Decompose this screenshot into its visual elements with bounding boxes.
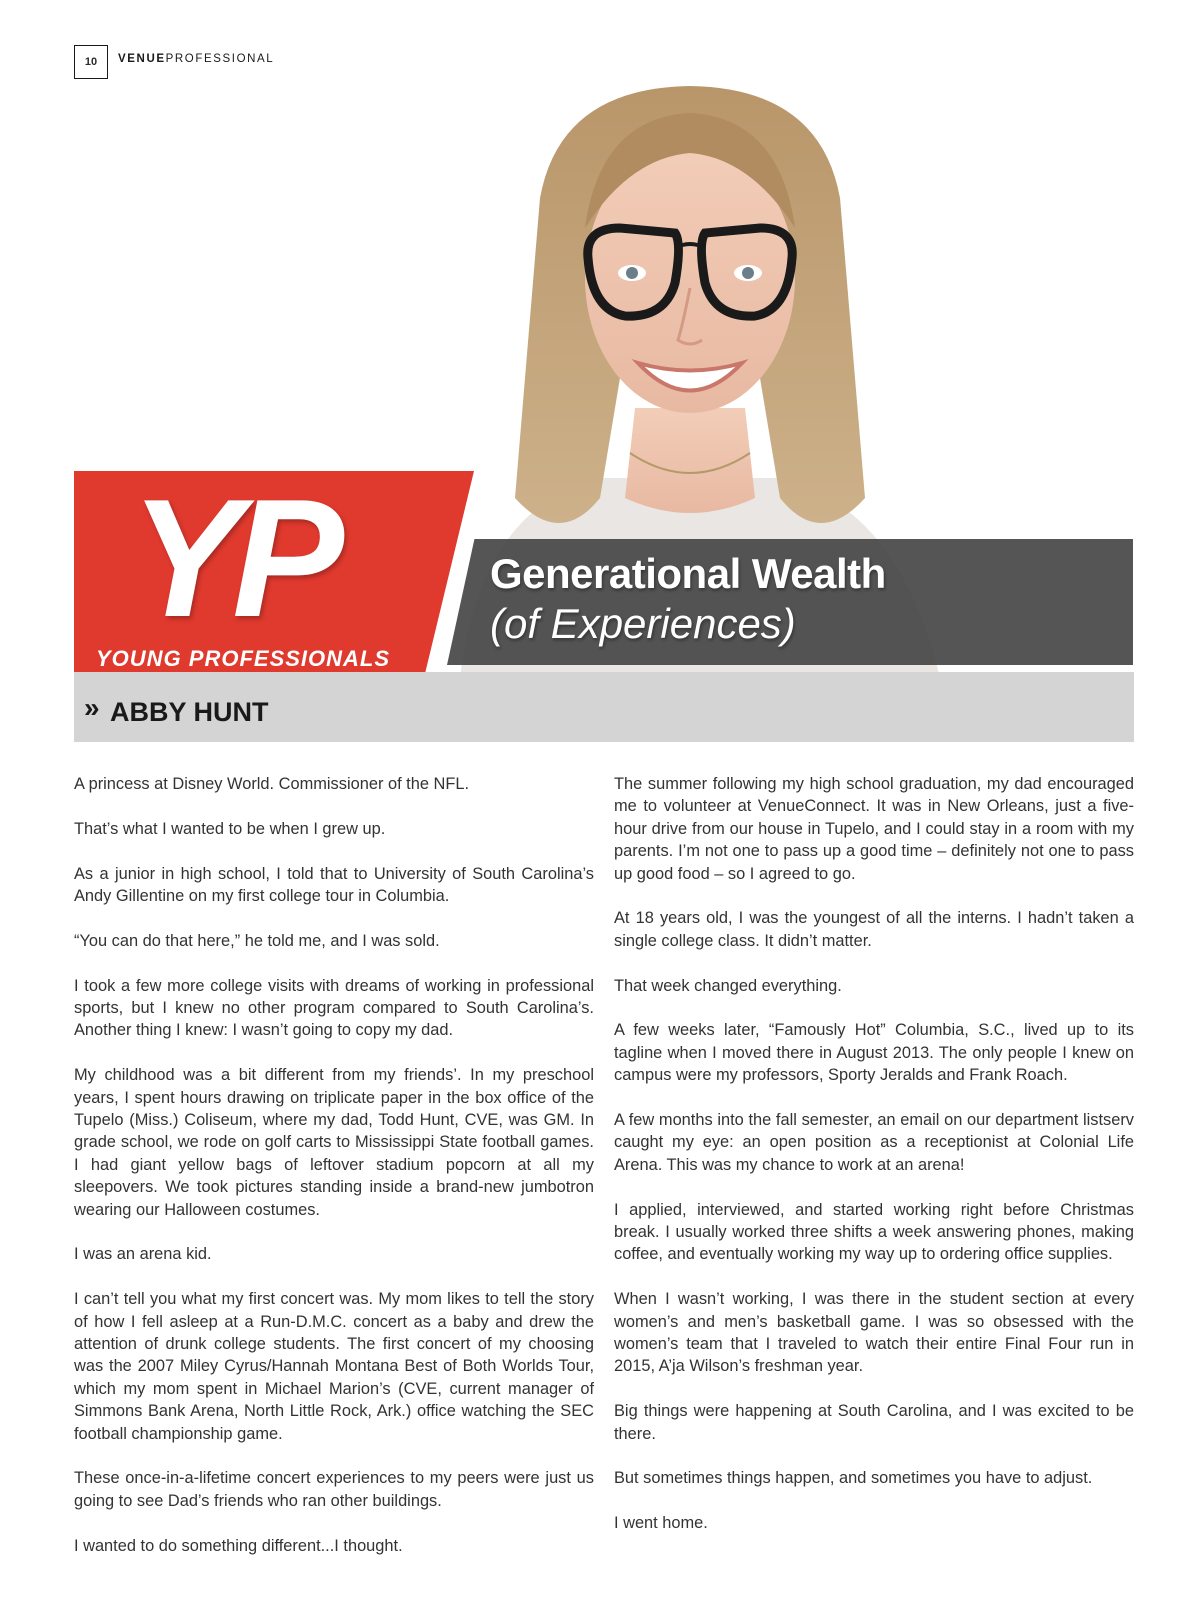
paragraph: The summer following my high school graduation, my dad encouraged me to volunteer at VenueConnect. It was in New Orleans, just a five-hour drive from our house in Tupelo, and I could stay in a room with my parents. I’m not one to pass up a good time – definitely not one to pass up good food – so I agreed to go. (614, 775, 1134, 883)
masthead-bold: VENUE (118, 53, 166, 65)
chevron-right-icon: » (84, 692, 100, 723)
right-column (614, 773, 1134, 1557)
paragraph: A princess at Disney World. Commissioner of the NFL. (74, 775, 470, 793)
yp-subtitle: YOUNG PROFESSIONALS (96, 646, 391, 671)
paragraph: My childhood was a bit different from my friends’. In my preschool years, I spent hours drawing on triplicate paper in the box office of the Tupelo (Miss.) Coliseum, where my dad, Todd Hunt, CVE, was GM. In grade school, we rode on golf carts to Mississippi State football games. I had giant yellow bags of leftover stadium popcorn at all my sleepovers. We took pictures standing inside a brand-new jumbotron wearing our Halloween costumes. (74, 1066, 594, 1219)
article-subtitle: (of Experiences) (490, 600, 796, 647)
page-number: 10 (74, 45, 108, 79)
paragraph: That’s what I wanted to be when I grew up. (74, 819, 386, 838)
paragraph: As a junior in high school, I told that to University of South Carolina’s Andy Gillentine on my first college tour in Columbia. (74, 864, 594, 905)
paragraph: At 18 years old, I was the youngest of all the interns. I hadn’t taken a single college class. It didn’t matter. (614, 909, 1134, 950)
masthead (118, 53, 274, 65)
yp-logo-letters: YP (130, 464, 335, 652)
paragraph: I applied, interviewed, and started working right before Christmas break. I usually worked three shifts a week answering phones, making coffee, and eventually working my way up to ordering office supplies. (614, 1200, 1134, 1264)
paragraph: I wanted to do something different...I thought. (74, 1536, 403, 1555)
paragraph: “You can do that here,” he told me, and I was sold. (74, 931, 440, 950)
paragraph: I went home. (614, 1514, 708, 1533)
paragraph: A few weeks later, “Famously Hot” Columbia, S.C., lived up to its tagline when I moved there in August 2013. The only people I knew on campus were my professors, Sporty Jeralds and Frank Roach. (614, 1021, 1134, 1085)
paragraph: Big things were happening at South Carolina, and I was excited to be there. (614, 1402, 1134, 1443)
paragraph: These once-in-a-lifetime concert experiences to my peers were just us going to see Dad’s friends who ran other buildings. (74, 1469, 594, 1510)
paragraph: When I wasn’t working, I was there in the student section at every women’s and men’s basketball game. I was so obsessed with the women’s team that I traveled to watch their entire Final Four run in 2015, A’ja Wilson’s freshman year. (614, 1290, 1134, 1376)
author-name: ABBY HUNT (110, 697, 269, 727)
article-title: Generational Wealth (490, 550, 886, 597)
masthead-regular: PROFESSIONAL (165, 53, 275, 65)
paragraph: That week changed everything. (614, 976, 842, 995)
paragraph: But sometimes things happen, and sometimes you have to adjust. (614, 1469, 1093, 1488)
paragraph: I took a few more college visits with dreams of working in professional sports, but I knew no other program compared to South Carolina’s. Another thing I knew: I wasn’t going to copy my dad. (74, 976, 594, 1040)
paragraph: A few months into the fall semester, an email on our department listserv caught my eye: an open position as a receptionist at Colonial Life Arena. This was my chance to work at an arena! (614, 1111, 1134, 1174)
left-column (74, 773, 594, 1579)
paragraph: I was an arena kid. (74, 1245, 212, 1264)
paragraph: I can’t tell you what my first concert was. My mom likes to tell the story of how I fell asleep at a Run-D.M.C. concert as a baby and drew the attention of drunk college students. The first concert of my choosing was the 2007 Miley Cyrus/Hannah Montana Best of Both Worlds Tour, which my mom spent in Michael Marion’s (CVE, current manager of Simmons Bank Arena, North Little Rock, Ark.) office watching the SEC football championship game. (74, 1290, 594, 1443)
